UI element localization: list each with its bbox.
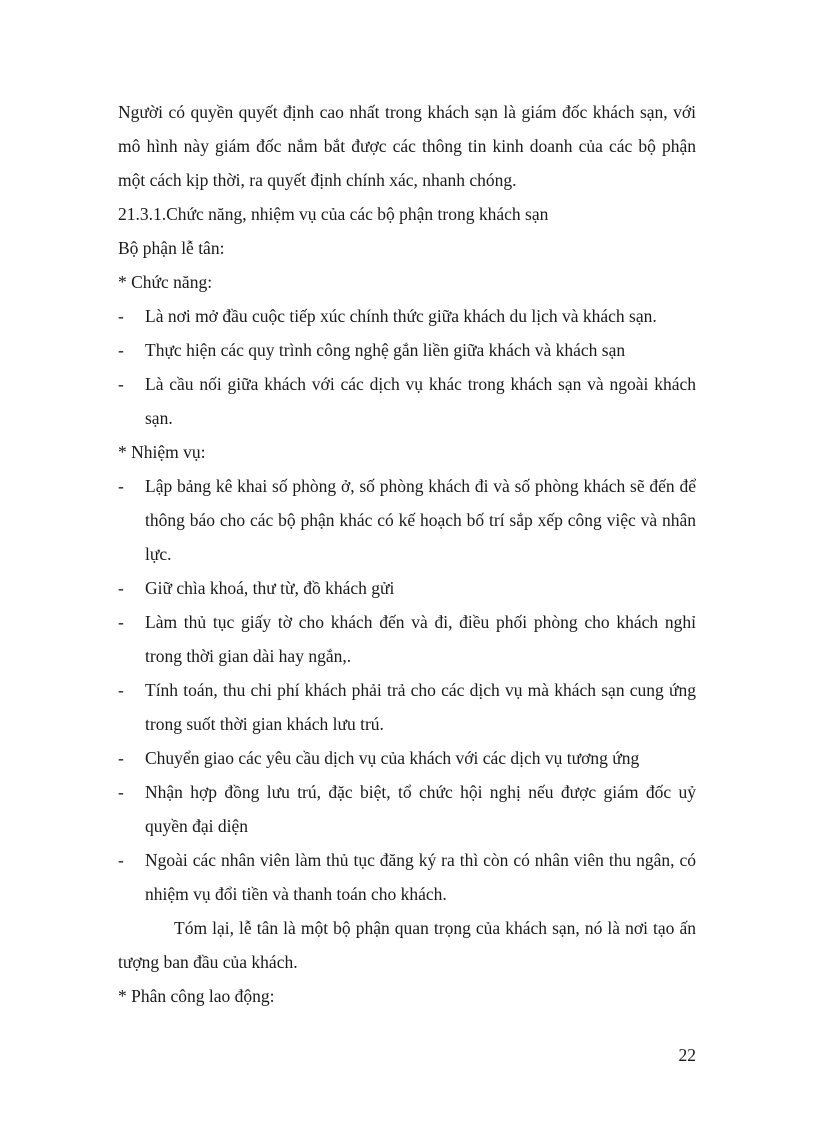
list-item-text: Chuyển giao các yêu cầu dịch vụ của khách với các dịch vụ tương ứng [145,748,640,768]
bullet-dash: - [118,612,124,632]
list-item-text: Là nơi mở đầu cuộc tiếp xúc chính thức giữa khách du lịch và khách sạn. [145,306,657,326]
duties-heading: * Nhiệm vụ: [118,442,206,462]
bullet-dash: - [118,340,124,360]
list-item [118,741,696,775]
page-number: 22 [678,1045,696,1065]
list-item-text: Lập bảng kê khai số phòng ở, số phòng khách đi và số phòng khách sẽ đến để thông báo cho các bộ phận khác có kế hoạch bố trí sắp xếp công việc và nhân lực. [145,476,696,564]
list-item-text: Là cầu nối giữa khách với các dịch vụ khác trong khách sạn và ngoài khách sạn. [145,374,696,428]
section-heading: 21.3.1.Chức năng, nhiệm vụ của các bộ phận trong khách sạn [118,204,549,224]
page-body [118,95,696,1013]
list-item-text: Thực hiện các quy trình công nghệ gắn liền giữa khách và khách sạn [145,340,626,360]
list-item-text: Ngoài các nhân viên làm thủ tục đăng ký ra thì còn có nhân viên thu ngân, có nhiệm vụ đổi tiền và thanh toán cho khách. [145,850,696,904]
list-item-text: Nhận hợp đồng lưu trú, đặc biệt, tổ chức hội nghị nếu được giám đốc uỷ quyền đại diện [145,782,696,836]
list-item-text: Làm thủ tục giấy tờ cho khách đến và đi, điều phối phòng cho khách nghỉ trong thời gian dài hay ngắn,. [145,612,696,666]
department-heading: Bộ phận lễ tân: [118,238,225,258]
bullet-dash: - [118,476,124,496]
list-item [118,299,696,333]
functions-list [118,299,696,435]
bullet-dash: - [118,306,124,326]
labor-heading: * Phân công lao động: [118,986,275,1006]
list-item-text: Giữ chìa khoá, thư từ, đồ khách gửi [145,578,395,598]
list-item [118,469,696,571]
list-item [118,775,696,843]
summary-paragraph: Tóm lại, lễ tân là một bộ phận quan trọng của khách sạn, nó là nơi tạo ấn tượng ban đầu của khách. [118,918,696,972]
list-item [118,367,696,435]
functions-heading: * Chức năng: [118,272,213,292]
list-item [118,843,696,911]
list-item [118,571,696,605]
intro-paragraph: Người có quyền quyết định cao nhất trong khách sạn là giám đốc khách sạn, với mô hình này giám đốc nắm bắt được các thông tin kinh doanh của các bộ phận một cách kịp thời, ra quyết định chính xác, nhanh chóng. [118,102,696,190]
bullet-dash: - [118,578,124,598]
list-item [118,605,696,673]
bullet-dash: - [118,374,124,394]
bullet-dash: - [118,782,124,802]
duties-list [118,469,696,911]
list-item [118,333,696,367]
bullet-dash: - [118,748,124,768]
bullet-dash: - [118,850,124,870]
list-item-text: Tính toán, thu chi phí khách phải trả cho các dịch vụ mà khách sạn cung ứng trong suốt thời gian khách lưu trú. [145,680,696,734]
list-item [118,673,696,741]
bullet-dash: - [118,680,124,700]
